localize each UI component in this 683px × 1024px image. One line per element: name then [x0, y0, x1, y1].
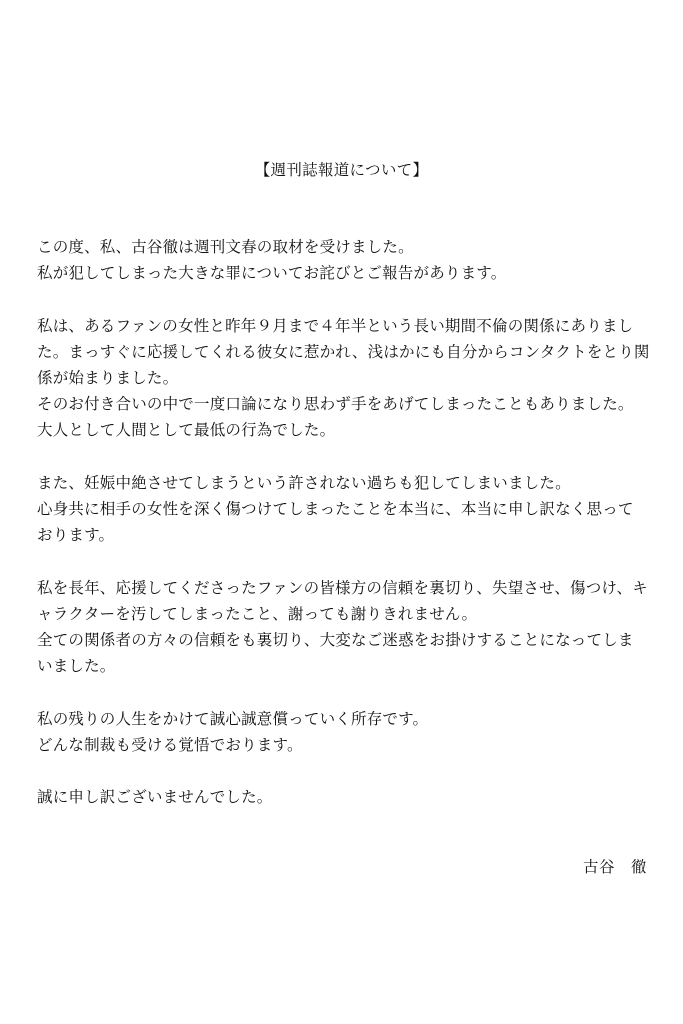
text-line: おります。 — [37, 526, 115, 545]
signature: 古谷 徹 — [582, 858, 647, 876]
text-line: 大人として人間として最低の行為でした。 — [37, 421, 336, 440]
paragraph-2 — [37, 313, 657, 444]
paragraph-5 — [37, 706, 657, 758]
paragraph-1 — [37, 234, 657, 286]
text-line: 私が犯してしまった大きな罪についてお詫びとご報告があります。 — [37, 264, 507, 283]
text-line: どんな制裁も受ける覚悟でおります。 — [37, 735, 303, 754]
text-line: 私を長年、応援してくださったファンの皆様方の信頼を裏切り、失望させ、傷つけ、キ — [37, 578, 648, 597]
text-line: ャラクターを汚してしまったこと、謝っても謝りきれません。 — [37, 604, 478, 623]
text-line: 私は、あるファンの女性と昨年９月まで４年半という長い期間不倫の関係にありまし — [37, 316, 634, 335]
text-line: 誠に申し訳ございませんでした。 — [37, 788, 273, 807]
paragraph-6 — [37, 784, 657, 810]
text-line: 全ての関係者の方々の信頼をも裏切り、大変なご迷惑をお掛けすることになってしま — [37, 631, 634, 649]
text-line: そのお付き合いの中で一度口論になり思わず手をあげてしまったこともありました。 — [37, 395, 634, 414]
document-body — [37, 234, 657, 837]
text-line: た。まっすぐに応援してくれる彼女に惹かれ、浅はかにも自分からコンタクトをとり関 — [37, 342, 650, 361]
text-line: 心身共に相手の女性を深く傷つけてしまったことを本当に、本当に申し訳なく思って — [37, 500, 634, 518]
text-line: この度、私、古谷徹は週刊文春の取材を受けました。 — [37, 238, 414, 256]
text-line: また、妊娠中絶させてしまうという許されない過ちも犯してしまいました。 — [37, 473, 571, 492]
text-line: 係が始まりました。 — [37, 369, 179, 387]
text-line: いました。 — [37, 657, 116, 676]
document-title: 【週刊誌報道について】 — [254, 161, 429, 179]
text-line: 私の残りの人生をかけて誠心誠意償っていく所存です。 — [37, 709, 429, 728]
paragraph-3 — [37, 470, 657, 549]
paragraph-4 — [37, 575, 657, 680]
